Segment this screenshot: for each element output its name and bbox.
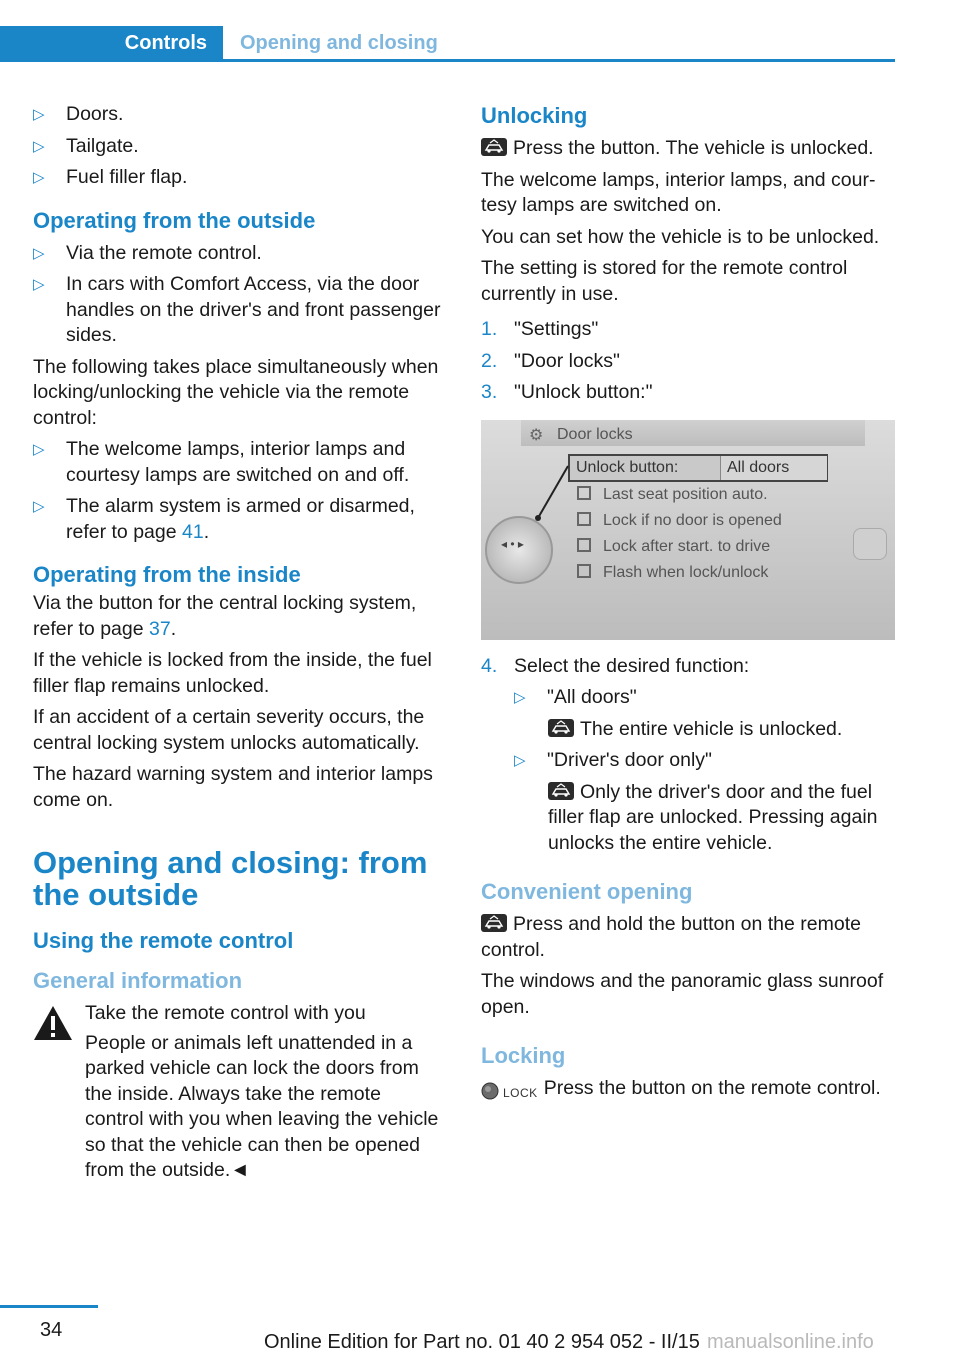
knob-arrows-icon: ◂ • ▸ <box>501 536 524 551</box>
list-item: ▷ The alarm system is armed or disarmed, refer to page 41. <box>33 495 415 543</box>
warning-icon <box>33 1005 73 1041</box>
warning-title: Take the remote control with you <box>85 1002 366 1024</box>
section-tab-controls: Controls <box>0 26 223 60</box>
page-link-37[interactable]: 37 <box>149 617 171 640</box>
menu-item: Lock after start. to drive <box>577 534 770 560</box>
right-column <box>481 102 895 1113</box>
screen-title: Door locks <box>557 425 633 443</box>
bullet-icon: ▷ <box>514 752 526 769</box>
paragraph-press-hold: Press and hold the button on the remote control. <box>481 913 861 961</box>
paragraph-welcome-lamps: The welcome lamps, interior lamps, and courtesy lamps are switched on. <box>481 168 876 216</box>
heading-operating-inside: Operating from the inside <box>33 562 301 587</box>
list-item: ▷ The welcome lamps, interior lamps and courtesy lamps are switched on and off. <box>33 438 410 486</box>
heading-locking: Locking <box>481 1043 566 1068</box>
heading-unlocking: Unlocking <box>481 103 588 128</box>
idrive-screen-image <box>481 420 895 640</box>
bullet-icon: ▷ <box>33 441 45 458</box>
paragraph-setting-stored: The setting is stored for the remote control currently in use. <box>481 257 848 305</box>
menu-item: Lock if no door is opened <box>577 508 782 534</box>
heading-general-information: General information <box>33 968 243 993</box>
watermark: manualsonline.info <box>707 1331 874 1353</box>
remote-unlock-key-icon <box>548 719 574 737</box>
paragraph-set-unlock: You can set how the vehicle is to be unlocked. <box>481 225 880 248</box>
warning-text: People or animals left unattended in a parked vehicle can lock the doors from the inside. Always take the remote control with you when leaving the vehicle so that the vehicle can then be opened from the outside.◄ <box>85 1031 439 1181</box>
list-item: ▷ Doors. <box>33 102 441 128</box>
paragraph-hazard: The hazard warning system and interior lamps come on. <box>33 763 433 811</box>
section-tab-opening-closing: Opening and closing <box>240 32 438 54</box>
heading-operating-outside: Operating from the outside <box>33 207 316 233</box>
list-item: ▷ "Driver's door only" <box>514 748 895 774</box>
list-item: 3. "Unlock button:" <box>481 381 653 403</box>
heading-convenient-opening: Convenient opening <box>481 879 693 904</box>
list-item: ▷ Via the remote control. <box>33 241 441 267</box>
paragraph-press-unlock: Press the button. The vehicle is unlocked. <box>481 136 895 162</box>
heading-opening-closing-outside: Opening and closing: from the outside <box>33 845 428 912</box>
menu-value-all-doors: All doors <box>727 458 790 476</box>
callout-leader-line <box>481 420 895 640</box>
footer-rule <box>0 1305 98 1308</box>
footer-edition-text: Online Edition for Part no. 01 40 2 954 052 - II/15 <box>264 1331 700 1353</box>
remote-unlock-key-icon <box>481 914 507 932</box>
bullet-icon: ▷ <box>33 244 45 262</box>
paragraph-inside: Via the button for the central locking system, refer to page 37. <box>33 592 417 640</box>
bullet-icon: ▷ <box>33 498 45 515</box>
remote-unlock-key-icon <box>481 138 507 156</box>
menu-item: Last seat position auto. <box>577 482 768 508</box>
menu-label-unlock-button: Unlock button: <box>576 458 679 476</box>
warning-box <box>33 1001 441 1184</box>
remote-lock-key-icon: LOCK <box>481 1079 538 1107</box>
bullet-icon: ▷ <box>33 169 45 186</box>
option-description: The entire vehicle is unlocked. <box>481 717 895 743</box>
paragraph-accident: If an accident of a certain severity occurs, the central locking system unlocks automatically. <box>33 706 425 754</box>
paragraph-lock: LOCK Press the button on the remote control. <box>481 1076 895 1107</box>
page-link-41[interactable]: 41 <box>182 520 204 543</box>
bullet-icon: ▷ <box>33 137 45 155</box>
header-rule <box>0 59 895 62</box>
remote-unlock-key-icon <box>548 782 574 800</box>
bullet-icon: ▷ <box>33 106 45 123</box>
paragraph-windows-open: The windows and the panoramic glass sunroof open. <box>481 970 884 1018</box>
heading-remote-control: Using the remote control <box>33 928 294 953</box>
page-number: 34 <box>40 1319 63 1341</box>
list-item: 2. "Door locks" <box>481 349 620 372</box>
list-item: 4. Select the desired function: <box>481 654 750 677</box>
list-item: 1. "Settings" <box>481 318 599 340</box>
settings-gear-icon: ⚙ <box>529 426 544 444</box>
bullet-icon: ▷ <box>514 689 526 706</box>
page-header <box>0 26 895 62</box>
list-item: ▷ In cars with Comfort Access, via the door handles on the driver's and front passenger sides. <box>33 273 441 346</box>
paragraph-locked-inside: If the vehicle is locked from the inside, the fuel filler flap remains unlocked. <box>33 649 432 697</box>
paragraph-simultaneous: The following takes place simultaneously when locking/unlocking the vehicle via the remote control: <box>33 355 439 429</box>
list-item: ▷ "All doors" <box>514 685 895 711</box>
left-column <box>33 102 441 1190</box>
menu-item: Flash when lock/unlock <box>577 560 768 586</box>
bullet-icon: ▷ <box>33 276 45 293</box>
list-item: ▷ Fuel filler flap. <box>33 165 441 191</box>
option-description: Only the driver's door and the fuel filler flap are unlocked. Pressing again unlocks the entire vehicle. <box>548 780 878 854</box>
list-item: ▷ Tailgate. <box>33 134 441 160</box>
